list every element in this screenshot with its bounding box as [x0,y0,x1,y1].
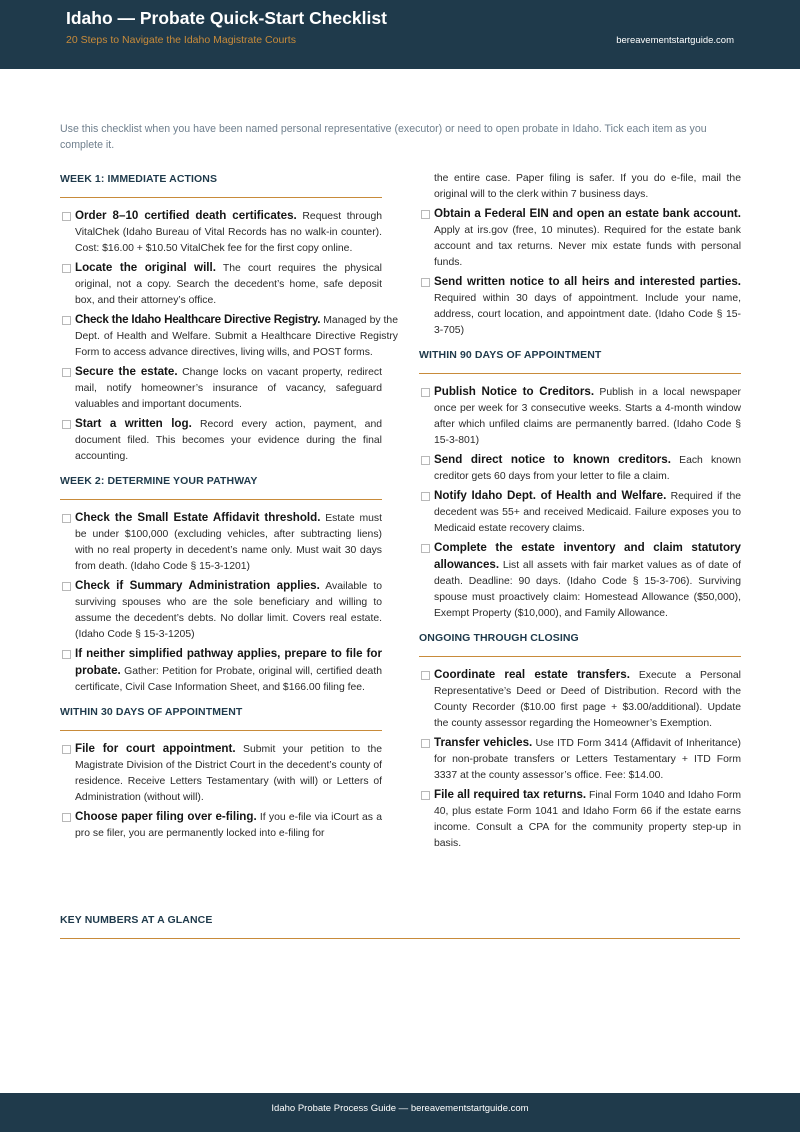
checkbox-icon[interactable] [421,492,430,501]
item-title: If neither simplified pathway applies, prepare to file for probate. [75,647,382,677]
checklist-item [60,646,382,696]
item-text: Record every action, payment, and document filed. This becomes your evidence during the final accounting. [75,419,382,462]
page-header [0,0,800,69]
item-title: Complete the estate inventory and claim statutory allowances. [434,541,741,571]
item-text: Gather: Petition for Probate, original will, certified death certificate, Civil Case Information Sheet, and $166.00 filing fee. [75,666,382,693]
checklist-item [419,274,741,339]
checklist-item [419,735,741,784]
section-week2 [60,473,382,696]
checkbox-icon[interactable] [421,671,430,680]
item-title: Check if Summary Administration applies. [75,579,320,592]
item-continuation-text: the entire case. Paper filing is safer. If you do e-file, mail the original will to the clerk within 7 business days. [434,173,741,200]
site-name: bereavementstartguide.com [616,35,734,46]
checklist-item [60,741,382,806]
item-text: Estate must be under $100,000 (excluding vehicles, after subtracting liens) with no real property in decedent’s name only. Must wait 30 days from death. (Idaho Code § 15-3-1201) [75,513,382,572]
item-title: Locate the original will. [75,261,216,274]
checkbox-icon[interactable] [421,388,430,397]
checkbox-icon[interactable] [62,813,71,822]
checklist-item [60,312,398,361]
item-title: Send direct notice to known creditors. [434,453,671,466]
item-text: Use ITD Form 3414 (Affidavit of Inheritance) for non-probate transfers or Letters Testamentary + ITD Form 3337 at the county assessor’s office. Fee: $14.00. [434,738,741,781]
checkbox-icon[interactable] [421,739,430,748]
section-week1 [60,171,398,465]
section-divider [419,656,741,657]
item-text: The court requires the physical original, not a copy. Search the decedent’s home, safe deposit box, and their attorney’s office. [75,263,382,306]
checklist-item [60,364,382,413]
section-divider [60,938,740,939]
item-title: File all required tax returns. [434,788,587,801]
item-title: Order 8–10 certified death certificates. [75,209,297,222]
section-heading: WEEK 2: DETERMINE YOUR PATHWAY [60,475,258,487]
item-text: Available to surviving spouses who are the sole beneficiary and willing to assume the decedent’s debts. No dollar limit. Covers real estate. (Idaho Code § 15-3-1205) [75,581,382,640]
checklist-item [60,809,382,842]
item-text: Managed by the Dept. of Health and Welfare. Submit a Healthcare Directive Registry Form to access advance directives, living wills, and POST forms. [75,315,398,358]
checkbox-icon[interactable] [62,368,71,377]
section-divider [60,197,382,198]
checklist-item [419,667,741,732]
item-text: Execute a Personal Representative’s Deed or Deed of Distribution. Record with the County Recorder ($10.00 first page + $3.00/additional). Update the county assessor regarding the Homeowner’s Exemption. [434,670,741,729]
checklist-item [419,488,741,537]
checkbox-icon[interactable] [421,278,430,287]
section-divider [60,499,382,500]
item-text: Apply at irs.gov (free, 10 minutes). Required for the estate bank account and tax returns. Never mix estate funds with personal funds. [434,225,741,268]
item-text: List all assets with fair market values as of date of death. Deadline: 90 days. (Idaho Code § 15-3-706). Surviving spouse must proactively claim: Homestead Allowance ($50,000), Exempt Property ($10,000), and Family Allowance. [434,560,741,619]
right-column [419,171,741,860]
item-title: Notify Idaho Dept. of Health and Welfare. [434,489,667,502]
item-title: Choose paper filing over e-filing. [75,810,257,823]
checkbox-icon[interactable] [62,420,71,429]
checklist-item [419,384,741,449]
section-heading: WITHIN 30 DAYS OF APPOINTMENT [60,706,243,718]
item-text: Request through VitalChek (Idaho Bureau of Vital Records has no walk-in counter). Cost: $16.00 + $10.50 VitalChek fee for the first copy online. [75,211,383,254]
item-text: If you e-file via iCourt as a pro se filer, you are permanently locked into e-filing for [75,812,382,839]
item-title: Check the Idaho Healthcare Directive Registry. [75,313,321,326]
item-title: File for court appointment. [75,742,236,755]
section-within-30-days-cont [419,206,741,339]
item-text: Required within 30 days of appointment. Include your name, address, court location, and appointment date. (Idaho Code § 15-3-705) [434,293,741,336]
item-title: Obtain a Federal EIN and open an estate bank account. [434,207,741,220]
intro-text: Use this checklist when you have been named personal representative (executor) or need to open probate in Idaho. Tick each item as you complete it. [60,123,707,151]
checklist-item [419,452,741,485]
item-text: Each known creditor gets 60 days from your letter to file a claim. [434,455,742,482]
page-footer [0,1093,800,1132]
left-column [60,171,398,850]
checklist-item [60,416,382,465]
item-text: Publish in a local newspaper once per week for 3 consecutive weeks. Starts a 4-month window after which unfiled claims are permanently barred. (Idaho Code § 15-3-801) [434,387,741,446]
checklist-item [60,578,382,643]
item-title: Coordinate real estate transfers. [434,668,630,681]
checkbox-icon[interactable] [421,791,430,800]
section-ongoing [419,630,741,852]
checkbox-icon[interactable] [421,210,430,219]
item-text: Required if the decedent was 55+ and received Medicaid. Failure exposes you to Medicaid estate recovery claims. [434,491,742,534]
item-text: Final Form 1040 and Idaho Form 40, plus estate Form 1041 and Idaho Form 66 if the estate earns income. Consult a CPA for the community property step-up in basis. [434,790,741,849]
section-heading: KEY NUMBERS AT A GLANCE [60,914,213,926]
checkbox-icon[interactable] [421,456,430,465]
checkbox-icon[interactable] [421,544,430,553]
section-key-numbers [60,912,740,949]
checklist-item [419,787,741,852]
checkbox-icon[interactable] [62,650,71,659]
item-title: Check the Small Estate Affidavit threshold. [75,511,321,524]
item-title: Start a written log. [75,417,192,430]
section-heading: WEEK 1: IMMEDIATE ACTIONS [60,173,218,185]
section-divider [419,373,741,374]
section-within-90-days [419,347,741,622]
checklist-item [60,260,382,309]
section-divider [60,730,382,731]
checklist-item [60,510,382,575]
item-title: Transfer vehicles. [434,736,533,749]
page-subtitle: 20 Steps to Navigate the Idaho Magistrate Courts [66,34,296,46]
section-within-30-days [60,704,382,842]
item-title: Secure the estate. [75,365,178,378]
checkbox-icon[interactable] [62,316,71,325]
section-heading: WITHIN 90 DAYS OF APPOINTMENT [419,349,602,361]
checklist-item [419,540,741,622]
checklist-item [419,206,741,271]
checkbox-icon[interactable] [62,264,71,273]
item-title: Send written notice to all heirs and interested parties. [434,275,741,288]
footer-text: Idaho Probate Process Guide — bereavementstartguide.com [271,1103,529,1114]
section-heading: ONGOING THROUGH CLOSING [419,632,579,644]
item-text: Submit your petition to the Magistrate Division of the District Court in the decedent’s county of residence. Receive Letters Testamentary (with will) or Letters of Administration (without will). [75,744,382,803]
checkbox-icon[interactable] [62,582,71,591]
checkbox-icon[interactable] [62,745,71,754]
checkbox-icon[interactable] [62,212,71,221]
page-title: Idaho — Probate Quick-Start Checklist [66,8,387,28]
item-text: Change locks on vacant property, redirect mail, notify homeowner’s insurance of vacancy, safeguard valuables and important documents. [75,367,382,410]
item-title: Publish Notice to Creditors. [434,385,595,398]
checkbox-icon[interactable] [62,514,71,523]
checklist-item [60,208,382,257]
